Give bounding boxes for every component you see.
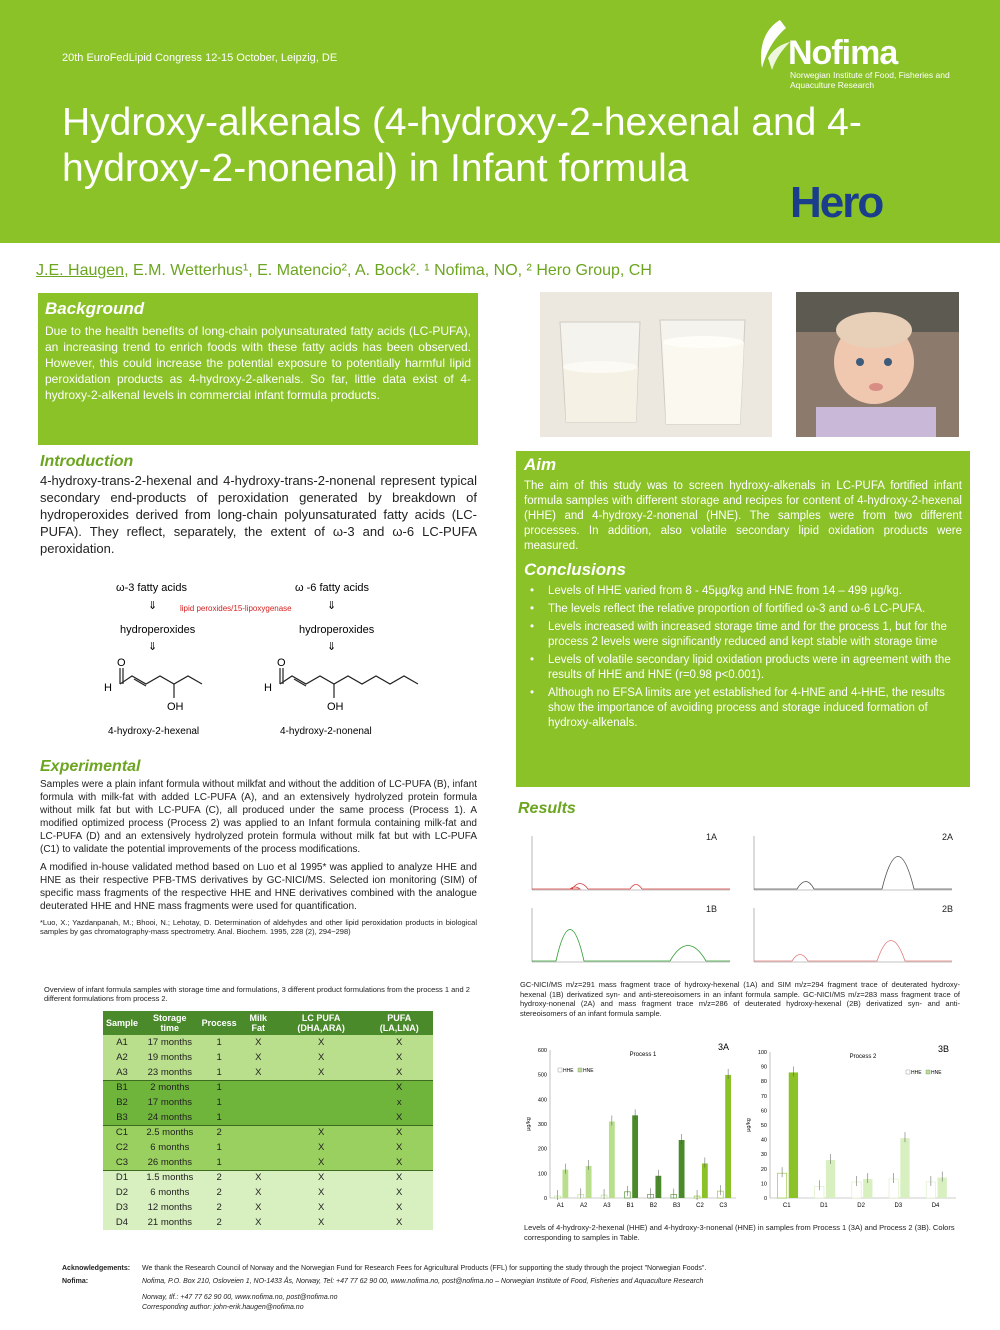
legend-swatch (906, 1070, 910, 1074)
bar-hne-B3 (679, 1140, 685, 1198)
table-row (103, 1140, 433, 1155)
y-tick-label: 80 (760, 1079, 767, 1086)
table-cell: X (240, 1185, 277, 1200)
ack-label: Acknowledgements: (62, 1265, 131, 1272)
reaction-scheme (90, 576, 450, 746)
experimental-text (40, 778, 477, 941)
bar-hne-D1 (826, 1160, 835, 1198)
hhe-h: H (104, 682, 112, 694)
table-cell: B3 (103, 1110, 141, 1125)
bar-chart-caption: Levels of 4-hydroxy-2-hexenal (HHE) and 4-hydroxy-3-nonenal (HNE) in samples from Process 1 (3A) and Process 2 (3B). Colors corresponding to samples in Table. (524, 1223, 955, 1242)
panel-label-2b: 2B (942, 904, 954, 914)
chromatogram-1a (520, 828, 735, 898)
table-cell: X (277, 1170, 366, 1185)
scheme-left-top: ω-3 fatty acids (116, 582, 187, 594)
table-header: Milk Fat (240, 1011, 277, 1035)
bar-chart-3a (520, 1038, 742, 1220)
y-tick-label: 40 (760, 1137, 767, 1144)
legend-swatch (578, 1068, 582, 1072)
table-cell: A3 (103, 1065, 141, 1080)
y-tick-label: 10 (760, 1181, 767, 1188)
panel-label-1a: 1A (706, 832, 718, 842)
conclusion-item: • Although no EFSA limits are yet established for 4-HNE and 4-HHE, the results show the importance of avoiding process and storage induced formation of hydroxy-alkenals. (524, 686, 962, 731)
bar-hne-A2 (586, 1166, 592, 1198)
x-tick-label: A2 (580, 1203, 588, 1209)
conference-line: 20th EuroFedLipid Congress 12-15 October, Leipzig, DE (62, 52, 338, 64)
table-cell: 1 (199, 1035, 240, 1050)
table-cell: 2.5 months (141, 1125, 199, 1140)
table-row (103, 1125, 433, 1140)
table-row (103, 1050, 433, 1065)
table-row (103, 1110, 433, 1125)
y-axis-label: µg/kg (526, 1117, 532, 1131)
table-cell: X (277, 1035, 366, 1050)
table-cell: 2 (199, 1170, 240, 1185)
table-cell: 26 months (141, 1155, 199, 1170)
table-cell: X (365, 1080, 433, 1095)
conclusion-item: • Levels increased with increased storage time and for the process 1, but for the process 2 levels were significantly reduced and kept stable with storage time (524, 620, 962, 650)
table-cell: X (240, 1065, 277, 1080)
sample-table (103, 1011, 433, 1230)
table-row (103, 1215, 433, 1230)
table-cell (277, 1080, 366, 1095)
table-caption: Overview of infant formula samples with storage time and formulations, 3 different product formulations from the process 1 and 2 different formulations from process 2. (44, 985, 470, 1003)
background-heading: Background (45, 299, 145, 318)
table-cell: D4 (103, 1215, 141, 1230)
hhe-oh: OH (167, 701, 184, 713)
x-tick-label: B3 (673, 1203, 681, 1209)
y-tick-label: 500 (537, 1072, 547, 1079)
chromatogram-1b (520, 900, 735, 970)
table-cell: 1 (199, 1065, 240, 1080)
table-header: Process (199, 1011, 240, 1035)
table-cell: 6 months (141, 1140, 199, 1155)
table-row (103, 1080, 433, 1095)
x-tick-label: D1 (820, 1203, 828, 1209)
ack-text: We thank the Research Council of Norway and the Norwegian Fund for Research Fees for Agricultural Products (FFL) for supporting the study through the project "Norwegian Foods". (142, 1265, 707, 1272)
bar-chart-3b (740, 1040, 962, 1220)
table-cell: X (240, 1050, 277, 1065)
corresponding-author[interactable]: Corresponding author: john-erik.haugen@nofima.no (142, 1304, 304, 1311)
scheme-middle: lipid peroxides/15-lipoxygenase (180, 604, 292, 613)
chart-title: Process 1 (629, 1052, 657, 1058)
table-cell: 19 months (141, 1050, 199, 1065)
table-cell: X (277, 1140, 366, 1155)
table-cell: B2 (103, 1095, 141, 1110)
x-tick-label: A1 (556, 1203, 565, 1209)
y-tick-label: 90 (760, 1064, 767, 1071)
background-box (38, 293, 478, 445)
legend-label: HHE (911, 1070, 922, 1076)
hne-oh: OH (327, 701, 344, 713)
table-cell: 2 (199, 1215, 240, 1230)
table-cell: C1 (103, 1125, 141, 1140)
x-tick-label: D2 (857, 1203, 865, 1209)
hne-o: O (277, 657, 286, 669)
table-cell: 23 months (141, 1065, 199, 1080)
table-cell: D1 (103, 1170, 141, 1185)
introduction-text: 4-hydroxy-trans-2-hexenal and 4-hydroxy-trans-2-nonenal represent typical secondary end-products of peroxidation generated by breakdown of hydroperoxides derived from long-chain polyunsaturated fatty acids (LC-PUFA). They reflect, separately, the extent of ω-3 and ω-6 LC-PUFA peroxidation. (40, 473, 477, 556)
table-cell: 1.5 months (141, 1170, 199, 1185)
chromatogram-2b (742, 900, 957, 970)
scheme-arrow: ⇓ (327, 600, 337, 612)
conclusion-item: • The levels reflect the relative proportion of fortified ω-3 and ω-6 LC-PUFA. (524, 602, 962, 617)
table-cell (277, 1110, 366, 1125)
table-row (103, 1155, 433, 1170)
table-cell: C3 (103, 1155, 141, 1170)
table-cell: 1 (199, 1155, 240, 1170)
table-cell: B1 (103, 1080, 141, 1095)
table-cell: 2 (199, 1125, 240, 1140)
table-cell (240, 1155, 277, 1170)
table-cell: X (365, 1185, 433, 1200)
y-tick-label: 100 (757, 1050, 767, 1056)
table-cell: X (277, 1125, 366, 1140)
nofima-leaf-icon (752, 18, 792, 74)
table-cell: X (277, 1065, 366, 1080)
table-cell: X (365, 1110, 433, 1125)
conclusions-section (524, 560, 962, 731)
y-tick-label: 100 (537, 1171, 547, 1178)
table-cell: X (277, 1050, 366, 1065)
table-cell: 2 (199, 1200, 240, 1215)
table-row (103, 1170, 433, 1185)
table-cell: X (240, 1215, 277, 1230)
acknowledgements (62, 1264, 962, 1313)
table-header: LC PUFA (DHA,ARA) (277, 1011, 366, 1035)
experimental-ref: *Luo, X.; Yazdanpanah, M.; Bhooi, N.; Lehotay, D. Determination of aldehydes and other lipid peroxidation products in biological samples by gas chromatography-mass spectrometry. Anal. Biochem. 1995, 228 (2), 294−298) (40, 918, 477, 936)
y-tick-label: 600 (537, 1048, 547, 1054)
first-author[interactable]: J.E. Haugen (36, 262, 125, 279)
legend-label: HHE (563, 1068, 574, 1074)
bar-hne-A3 (609, 1122, 615, 1198)
table-cell: 17 months (141, 1035, 199, 1050)
nofima-address: Nofima, P.O. Box 210, Osloveien 1, NO-1433 Ås, Norway, Tel: +47 77 62 90 00, www.nofima.no, post@nofima.no – Norwegian Institute of Food, Fisheries and Aquaculture Research (142, 1278, 704, 1285)
experimental-p1: Samples were a plain infant formula without milkfat and without the addition of LC-PUFA (B), infant formula with milk-fat with added LC-PUFA (A), and an extensively hydrolyzed protein formula without milk fat but with LC-PUFA (C), all produced under the same process (Process 1). A modified optimized process (Process 2) was applied to an Infant formula containing milk-fat and LC-PUFA (D) and an extensively hydrolyzed protein formula without milk fat but with LC-PUFA (C1) to validate the potential improvements of the process modifications. (40, 779, 477, 855)
x-tick-label: B1 (626, 1203, 634, 1209)
experimental-p2: A modified in-house validated method based on Luo et al 1995* was applied to analyze HHE and HNE as their respective PFB-TMS derivatives by GC-NICI/MS. Selected ion monitoring (SIM) of specific mass fragments of the respective HHE and HNE derivatives combined with the analogue deuterated HHE and HNE mass fragments were used for quantification. (40, 862, 477, 912)
table-cell (240, 1125, 277, 1140)
scheme-arrow: ⇓ (327, 641, 337, 653)
table-cell: X (277, 1215, 366, 1230)
y-tick-label: 300 (537, 1122, 547, 1128)
conclusions-list (524, 584, 962, 731)
y-tick-label: 200 (537, 1146, 547, 1153)
table-cell: X (365, 1215, 433, 1230)
x-tick-label: D4 (931, 1203, 940, 1209)
table-cell: C2 (103, 1140, 141, 1155)
introduction-heading: Introduction (40, 453, 134, 470)
y-tick-label: 60 (760, 1108, 767, 1115)
scheme-arrow: ⇓ (148, 641, 158, 653)
norway-line: Norway, tlf.: +47 77 62 90 00, www.nofima.no, post@nofima.no (142, 1294, 338, 1301)
table-cell: 1 (199, 1110, 240, 1125)
table-cell: 24 months (141, 1110, 199, 1125)
table-cell: X (365, 1200, 433, 1215)
table-row (103, 1095, 433, 1110)
table-cell: X (365, 1065, 433, 1080)
table-cell: X (365, 1050, 433, 1065)
nofima-label: Nofima: (62, 1278, 89, 1285)
beakers-photo (540, 292, 772, 437)
hhe-o: O (117, 657, 126, 669)
nofima-logo-text: Nofima (788, 34, 898, 72)
table-header: Sample (103, 1011, 141, 1035)
conclusion-item: • Levels of HHE varied from 8 - 45µg/kg and HNE from 14 – 499 µg/kg. (524, 584, 962, 599)
table-cell: X (277, 1185, 366, 1200)
table-cell: X (365, 1170, 433, 1185)
x-tick-label: A3 (603, 1203, 611, 1209)
table-cell: 1 (199, 1095, 240, 1110)
y-tick-label: 400 (537, 1097, 547, 1104)
x-tick-label: D3 (894, 1203, 903, 1209)
table-cell: X (240, 1200, 277, 1215)
scheme-arrow: ⇓ (148, 600, 158, 612)
background-text: Due to the health benefits of long-chain polyunsaturated fatty acids (LC-PUFA), an increasing trend to enrich foods with these fatty acids has been observed. However, this could increase the potential exposure to potentially harmful lipid peroxidation products as 4-hydroxy-2-alkenals. So far, little data exist of 4-hydroxy-2-alkenal levels in commercial infant formula products. (45, 324, 471, 402)
y-tick-label: 30 (760, 1152, 767, 1159)
table-cell: X (240, 1035, 277, 1050)
table-cell: A2 (103, 1050, 141, 1065)
table-cell (240, 1080, 277, 1095)
scheme-left-mid: hydroperoxides (120, 624, 196, 636)
hero-logo: Hero (790, 178, 883, 227)
table-cell: 1 (199, 1080, 240, 1095)
table-cell (240, 1140, 277, 1155)
chromatogram-caption: GC-NICI/MS m/z=291 mass fragment trace of hydroxy-hexenal (1A) and SIM m/z=294 fragment trace of deuterated hydroxy-hexenal (1B) derivatized syn- and anti-stereoisomers in an infant formula sample. GC-NICI/MS m/z=283 mass fragment trace of hydroxy-nonenal (2A) and mass fragment trace m/z=286 of deuterated hydroxy-hexenal (2B) derivatized syn- and anti-stereoisomers of an infant formula sample. (520, 980, 960, 1018)
panel-label: 3A (718, 1042, 730, 1052)
hne-h: H (264, 682, 272, 694)
scheme-right-top: ω -6 fatty acids (295, 582, 370, 594)
bar-hne-C1 (789, 1072, 798, 1198)
y-tick-label: 50 (760, 1123, 767, 1129)
baby-photo (796, 292, 959, 437)
scheme-right-mid: hydroperoxides (299, 624, 375, 636)
table-cell: 1 (199, 1140, 240, 1155)
hhe-structure (120, 668, 202, 698)
results-heading: Results (518, 800, 576, 817)
table-cell: 17 months (141, 1095, 199, 1110)
table-cell: X (240, 1170, 277, 1185)
table-row (103, 1200, 433, 1215)
x-tick-label: B2 (649, 1203, 658, 1209)
experimental-heading: Experimental (40, 758, 141, 775)
y-tick-label: 70 (760, 1093, 767, 1100)
table-cell (277, 1095, 366, 1110)
chart-title: Process 2 (849, 1054, 877, 1060)
bar-hne-C3 (725, 1075, 731, 1198)
table-cell: X (365, 1035, 433, 1050)
table-cell (240, 1095, 277, 1110)
table-row (103, 1185, 433, 1200)
bar-hne-D3 (900, 1138, 909, 1198)
table-cell: X (365, 1140, 433, 1155)
hhe-name: 4-hydroxy-2-hexenal (108, 726, 200, 737)
table-cell: D3 (103, 1200, 141, 1215)
y-axis-label: µg/kg (746, 1118, 752, 1132)
y-tick-label: 0 (763, 1196, 767, 1202)
table-cell: X (277, 1200, 366, 1215)
hne-name: 4-hydroxy-2-nonenal (280, 726, 372, 737)
x-tick-label: C1 (782, 1203, 791, 1209)
table-cell: x (365, 1095, 433, 1110)
table-cell: 2 (199, 1185, 240, 1200)
table-cell: D2 (103, 1185, 141, 1200)
aim-heading: Aim (524, 455, 557, 474)
bar-hne-B1 (632, 1115, 638, 1198)
aim-box (516, 451, 970, 787)
conclusion-item: • Levels of volatile secondary lipid oxidation products were in agreement with the results of HHE and HNE (r=0.98 p<0.001). (524, 653, 962, 683)
poster-title: Hydroxy-alkenals (4-hydroxy-2-hexenal and 4-hydroxy-2-nonenal) in Infant formula (62, 101, 862, 190)
authors-line (36, 262, 652, 280)
legend-swatch (926, 1070, 930, 1074)
aim-text: The aim of this study was to screen hydroxy-alkenals in LC-PUFA fortified infant formula samples with different storage and recipes for content of 4-hydroxy-2-hexenal (HHE) and 4-hydroxy-2-nonenal (HNE). The samples were from two different processes. In addition, also volatile secondary lipid oxidation products were measured. (524, 480, 962, 552)
hne-structure (280, 668, 418, 698)
bar-hne-C2 (702, 1163, 708, 1198)
x-tick-label: C3 (719, 1203, 728, 1209)
bar-hne-A1 (562, 1170, 568, 1198)
table-row (103, 1065, 433, 1080)
table-cell: 21 months (141, 1215, 199, 1230)
table-cell: A1 (103, 1035, 141, 1050)
x-tick-label: C2 (696, 1203, 704, 1209)
table-cell (240, 1110, 277, 1125)
legend-label: HNE (583, 1068, 594, 1074)
table-row (103, 1035, 433, 1050)
legend-label: HNE (931, 1070, 942, 1076)
table-cell: 12 months (141, 1200, 199, 1215)
conclusions-heading: Conclusions (524, 560, 627, 579)
table-cell: X (365, 1155, 433, 1170)
table-header: Storage time (141, 1011, 199, 1035)
table-cell: 6 months (141, 1185, 199, 1200)
y-tick-label: 0 (543, 1196, 547, 1202)
authors-rest: , E.M. Wetterhus¹, E. Matencio², A. Bock². ¹ Nofima, NO, ² Hero Group, CH (124, 262, 652, 279)
y-tick-label: 20 (760, 1166, 767, 1173)
nofima-subtitle: Norwegian Institute of Food, Fisheries and Aquaculture Research (790, 70, 950, 90)
table-header: PUFA (LA,LNA) (365, 1011, 433, 1035)
legend-swatch (558, 1068, 562, 1072)
table-cell: X (365, 1125, 433, 1140)
panel-label-2a: 2A (942, 832, 954, 842)
chromatogram-2a (742, 828, 957, 898)
table-cell: X (277, 1155, 366, 1170)
panel-label: 3B (938, 1044, 950, 1054)
table-cell: 1 (199, 1050, 240, 1065)
panel-label-1b: 1B (706, 904, 718, 914)
table-cell: 2 months (141, 1080, 199, 1095)
